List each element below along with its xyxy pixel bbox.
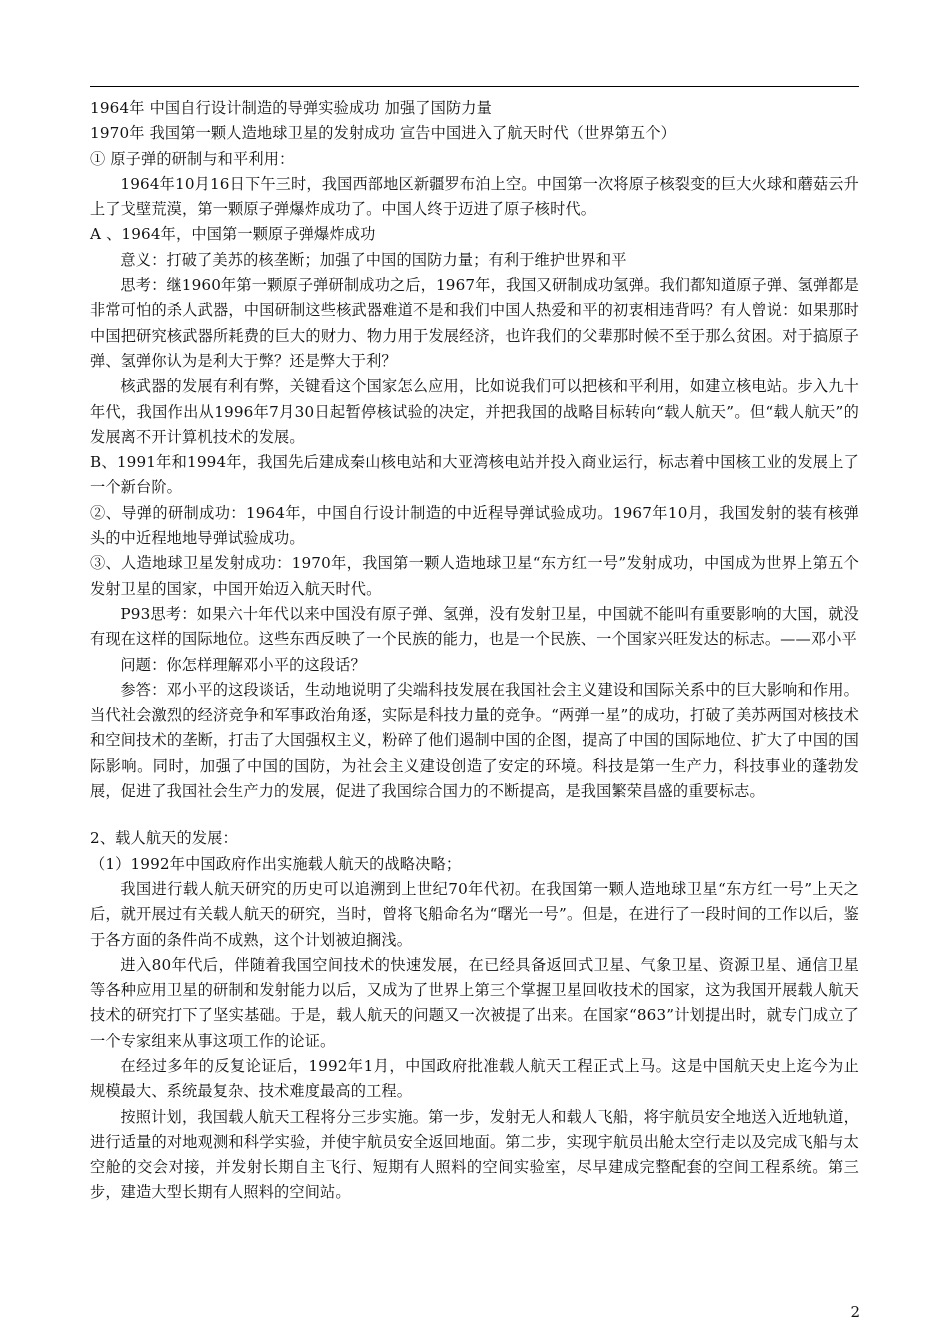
paragraph: A 、1964年，中国第一颗原子弹爆炸成功 (90, 225, 376, 244)
paragraph: P93思考：如果六十年代以来中国没有原子弹、氢弹，没有发射卫星，中国就不能叫有重要影响的大国，就没有现在这样的国际地位。这些东西反映了一个民族的能力，也是一个民族、一个国家兴旺发达的标志。——邓小平 (90, 604, 859, 649)
paragraph: 进入80年代后，伴随着我国空间技术的快速发展，在已经具备返回式卫星、气象卫星、资源卫星、通信卫星等各种应用卫星的研制和发射能力以后，又成为了世界上第三个掌握卫星回收技术的国家，这为我国开展载人航天技术的研究打下了坚实基础。于是，载人航天的问题又一次被提了出来。在国家“863”计划提出时，就专门成立了一个专家组来从事这项工作的论证。 (90, 955, 859, 1050)
paragraph: ②、导弹的研制成功：1964年，中国自行设计制造的中近程导弹试验成功。1967年10月，我国发射的装有核弹头的中近程地地导弹试验成功。 (90, 503, 859, 548)
paragraph: （1）1992年中国政府作出实施载人航天的战略决略； (90, 854, 462, 873)
document-body (90, 96, 859, 1206)
section-gap (90, 804, 859, 826)
paragraph: 意义：打破了美苏的核垄断；加强了中国的国防力量；有利于维护世界和平 (120, 250, 627, 269)
section-manned-spaceflight (90, 826, 859, 1205)
paragraph: 问题：你怎样理解邓小平的这段话？ (120, 655, 366, 674)
paragraph: 我国进行载人航天研究的历史可以追溯到上世纪70年代初。在我国第一颗人造地球卫星“东方红一号”上天之后，就开展过有关载人航天的研究，当时，曾将飞船命名为“曙光一号”。但是，在进行了一段时间的工作以后，鉴于各方面的条件尚不成熟，这个计划被迫搁浅。 (90, 879, 859, 949)
header-rule (90, 86, 859, 87)
section-nuclear-missile-satellite (90, 96, 859, 804)
paragraph: 1964年 中国自行设计制造的导弹实验成功 加强了国防力量 (90, 99, 492, 117)
paragraph: 1970年 我国第一颗人造地球卫星的发射成功 宣告中国进入了航天时代（世界第五个） (90, 124, 677, 143)
paragraph: 1964年10月16日下午三时，我国西部地区新疆罗布泊上空。中国第一次将原子核裂变的巨大火球和蘑菇云升上了戈壁荒漠，第一颗原子弹爆炸成功了。中国人终于迈进了原子核时代。 (90, 174, 859, 219)
paragraph: 核武器的发展有利有弊，关键看这个国家怎么应用，比如说我们可以把核和平利用，如建立核电站。步入九十年代，我国作出从1996年7月30日起暂停核试验的决定，并把我国的战略目标转向“载人航天”。但“载人航天”的发展离不开计算机技术的发展。 (90, 377, 859, 446)
paragraph: 在经过多年的反复论证后，1992年1月，中国政府批准载人航天工程正式上马。这是中国航天史上迄今为止规模最大、系统最复杂、技术难度最高的工程。 (90, 1056, 859, 1101)
page-number: 2 (850, 1303, 860, 1321)
paragraph: 参答：邓小平的这段谈话，生动地说明了尖端科技发展在我国社会主义建设和国际关系中的巨大影响和作用。当代社会激烈的经济竞争和军事政治角逐，实际是科技力量的竞争。“两弹一星”的成功，打破了美苏两国对核技术和空间技术的垄断，打击了大国强权主义，粉碎了他们遏制中国的企图，提高了中国的国际地位、扩大了中国的国际影响。同时，加强了中国的国防，为社会主义建设创造了安定的环境。科技是第一生产力，科技事业的蓬勃发展，促进了我国社会生产力的发展，促进了我国综合国力的不断提高，是我国繁荣昌盛的重要标志。 (90, 680, 859, 801)
paragraph: 按照计划，我国载人航天工程将分三步实施。第一步，发射无人和载人飞船，将宇航员安全地送入近地轨道，进行适量的对地观测和科学实验，并使宇航员安全返回地面。第二步，实现宇航员出舱太空行走以及完成飞船与太空舱的交会对接，并发射长期自主飞行、短期有人照料的空间实验室，尽早建成完整配套的空间工程系统。第三步，建造大型长期有人照料的空间站。 (90, 1107, 859, 1202)
paragraph: B、1991年和1994年，我国先后建成秦山核电站和大亚湾核电站并投入商业运行，标志着中国核工业的发展上了一个新台阶。 (90, 453, 859, 497)
paragraph: 2、载人航天的发展： (90, 829, 238, 848)
paragraph: ① 原子弹的研制与和平利用： (90, 149, 295, 168)
paragraph: 思考：继1960年第一颗原子弹研制成功之后，1967年，我国又研制成功氢弹。我们都知道原子弹、氢弹都是非常可怕的杀人武器，中国研制这些核武器难道不是和我们中国人热爱和平的初衷相违背吗？有人曾说：如果那时中国把研究核武器所耗费的巨大的财力、物力用于发展经济，也许我们的父辈那时候不至于那么贫困。对于搞原子弹、氢弹你认为是利大于弊？还是弊大于利？ (90, 276, 859, 370)
paragraph: ③、人造地球卫星发射成功：1970年，我国第一颗人造地球卫星“东方红一号”发射成功，中国成为世界上第五个发射卫星的国家，中国开始迈入航天时代。 (90, 554, 859, 598)
